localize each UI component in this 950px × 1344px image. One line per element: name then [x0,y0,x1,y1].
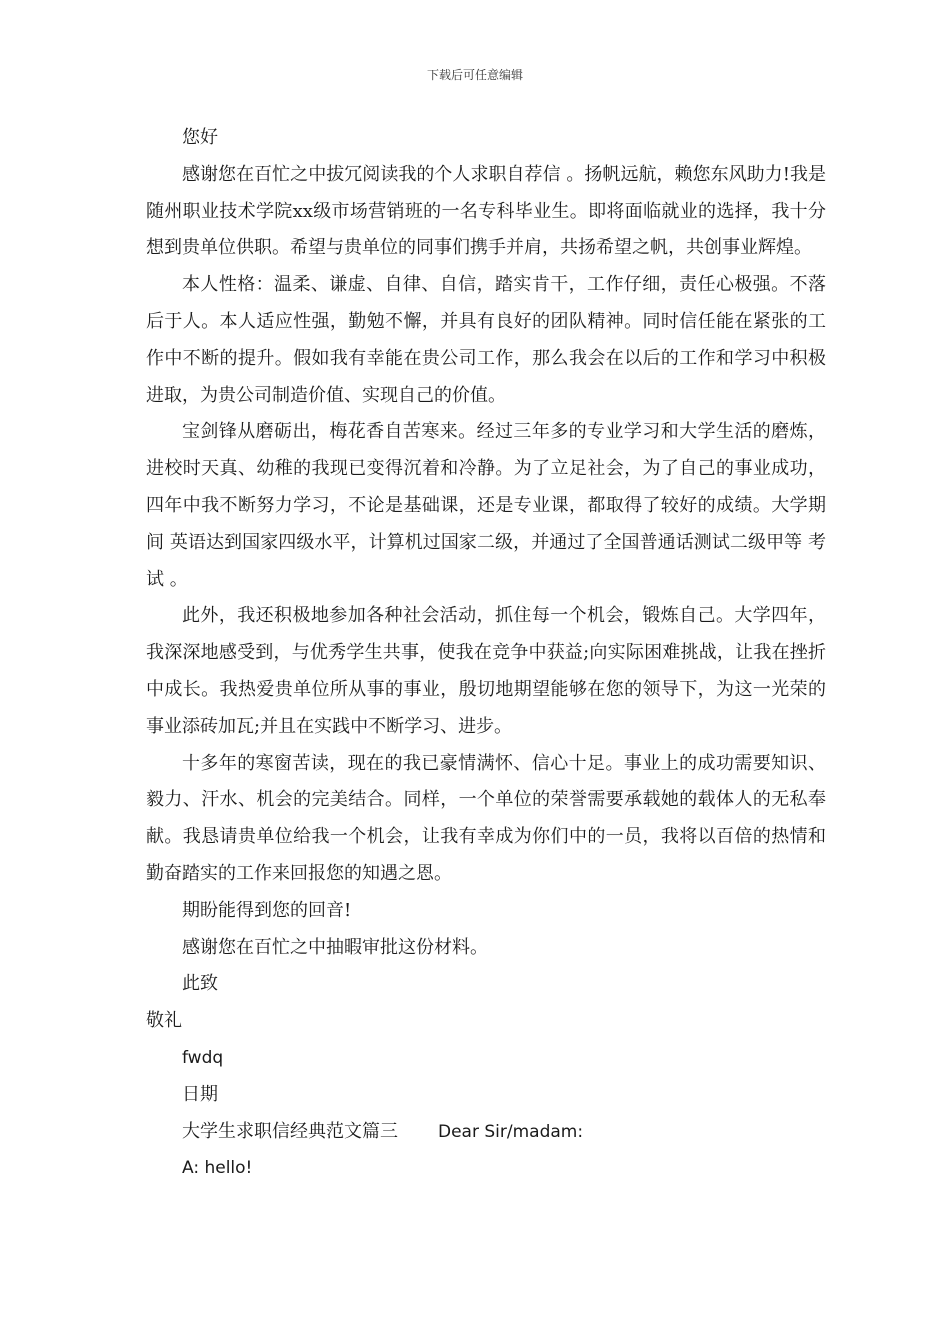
paragraph-activities: 此外，我还积极地参加各种社会活动，抓住每一个机会，锻炼自己。大学四年，我深深地感受到，与优秀学生共事，使我在竞争中获益;向实际困难挑战，让我在挫折中成长。我热爱贵单位所从事的事业，殷切地期望能够在您的领导下，为这一光荣的事业添砖加瓦;并且在实践中不断学习、进步。 [146,605,826,737]
signature: fwdq [182,1047,224,1068]
date-label: 日期 [182,1083,218,1105]
paragraph-ambition: 十多年的寒窗苦读，现在的我已豪情满怀、信心十足。事业上的成功需要知识、毅力、汗水、机会的完美结合。同样，一个单位的荣誉需要承载她的载体人的无私奉献。我恳请贵单位给我一个机会，让我有幸成为你们中的一员，我将以百倍的热情和勤奋踏实的工作来回报您的知遇之恩。 [146,752,826,884]
paragraph-study: 宝剑锋从磨砺出，梅花香自苦寒来。经过三年多的专业学习和大学生活的磨炼，进校时天真、幼稚的我现已变得沉着和冷静。为了立足社会，为了自己的事业成功，四年中我不断努力学习，不论是基础课，还是专业课，都取得了较好的成绩。大学期间 英语达到国家四级水平，计算机过国家二级，并通过了全国普通话测试二级甲等 考试 。 [146,421,826,590]
greeting: 您好 [182,127,218,148]
page-header: 下载后可任意编辑 [426,68,523,82]
paragraph-intro: 感谢您在百忙之中拔冗阅读我的个人求职自荐信 。扬帆远航，赖您东风助力!我是随州职业技术学院xx级市场营销班的一名专科毕业生。即将面临就业的选择，我十分想到贵单位供职。希望与贵单位的同事们携手并肩，共扬希望之帆，共创事业辉煌。 [146,163,826,259]
letter-body [146,120,826,1187]
salutation-cizhi: 此致 [182,973,218,995]
next-letter-salutation: Dear Sir/madam: [438,1121,584,1142]
next-letter-line: A: hello! [182,1158,253,1179]
salutation-jingli: 敬礼 [146,1010,182,1032]
closing-thanks: 感谢您在百忙之中抽暇审批这份材料。 [182,936,488,958]
next-letter-title: 大学生求职信经典范文篇三 [182,1120,398,1142]
next-letter-heading [146,1114,826,1151]
closing-hope: 期盼能得到您的回音! [182,899,352,921]
paragraph-personality: 本人性格：温柔、谦虚、自律、自信，踏实肯干，工作仔细，责任心极强。不落后于人。本人适应性强，勤勉不懈，并具有良好的团队精神。同时信任能在紧张的工作中不断的提升。假如我有幸能在贵公司工作，那么我会在以后的工作和学习中积极进取，为贵公司制造价值、实现自己的价值。 [146,274,826,406]
